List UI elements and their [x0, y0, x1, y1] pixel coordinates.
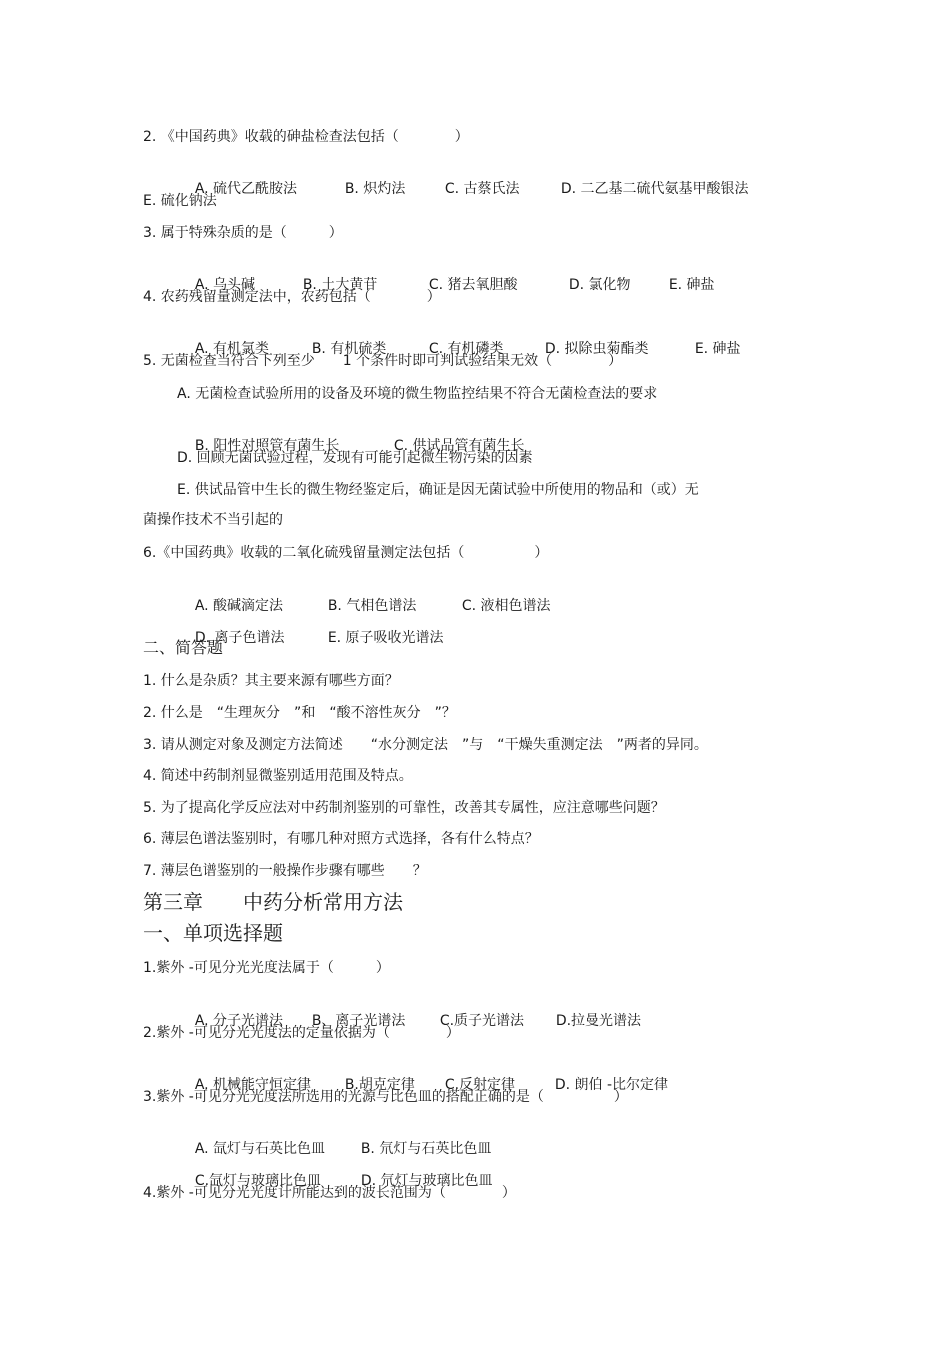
short-answer-item: 1. 什么是杂质？其主要来源有哪些方面？: [143, 673, 399, 689]
option-c: C.质子光谱法: [439, 1013, 525, 1029]
question-6-stem: 6.《中国药典》收载的二氧化硫残留量测定法包括（ ）: [143, 545, 549, 561]
short-answer-item: 5. 为了提高化学反应法对中药制剂鉴别的可靠性，改善其专属性，应注意哪些问题？: [143, 800, 665, 816]
option-b: B. 氘灯与石英比色皿: [360, 1141, 492, 1157]
option-e: E. 硫化钠法: [143, 193, 217, 209]
option-c: C.氙灯与玻璃比色皿: [194, 1173, 322, 1189]
option-b: B、离子光谱法: [311, 1013, 406, 1029]
option-e-line-2: 菌操作技术不当引起的: [143, 512, 283, 528]
question-3-options-1: [177, 1119, 492, 1157]
option-b: B. 阳性对照管有菌生长: [194, 438, 340, 454]
option-b: B. 炽灼法: [344, 181, 406, 197]
short-answer-item: 3. 请从测定对象及测定方法简述 “水分测定法 ”与 “干燥失重测定法 ”两者的异同。: [143, 737, 708, 753]
question-2-options: [177, 159, 749, 197]
option-a: A. 无菌检查试验所用的设备及环境的微生物监控结果不符合无菌检查法的要求: [177, 386, 658, 402]
option-c: C.反射定律: [444, 1077, 516, 1093]
option-a: A. 分子光谱法: [194, 1013, 284, 1029]
option-d: D.拉曼光谱法: [555, 1013, 642, 1029]
question-6-options-2: [177, 608, 444, 646]
question-4-stem: 4. 农药残留量测定法中，农药包括（ ）: [143, 289, 441, 305]
option-e: E. 砷盐: [668, 277, 715, 293]
question-3-options: [177, 255, 715, 293]
question-1-options: [177, 991, 642, 1029]
option-a: A. 机械能守恒定律: [194, 1077, 312, 1093]
option-c: C. 供试品管有菌生长: [393, 438, 525, 454]
short-answer-item: 7. 薄层色谱鉴别的一般操作步骤有哪些 ？: [143, 863, 427, 879]
short-answer-item: 6. 薄层色谱法鉴别时，有哪几种对照方式选择，各有什么特点？: [143, 831, 539, 847]
question-5-options-bc: [177, 416, 525, 454]
option-d: D. 拟除虫菊酯类: [544, 341, 649, 357]
option-c: C. 猪去氧胆酸: [428, 277, 518, 293]
option-d: D. 二乙基二硫代氨基甲酸银法: [560, 181, 749, 197]
question-1-stem: 1.紫外 -可见分光光度法属于（ ）: [143, 960, 390, 976]
option-c: C. 古蔡氏法: [444, 181, 520, 197]
option-c: C. 液相色谱法: [461, 598, 551, 614]
option-d: D. 氘灯与玻璃比色皿: [360, 1173, 493, 1189]
option-e: E. 原子吸收光谱法: [327, 630, 444, 646]
option-d: D. 离子色谱法: [194, 630, 285, 646]
option-e: E. 砷盐: [694, 341, 741, 357]
option-d: D. 回顾无菌试验过程，发现有可能引起微生物污染的因素: [177, 450, 533, 466]
question-3-stem: 3.紫外 -可见分光光度法所选用的光源与比色皿的搭配正确的是（ ）: [143, 1089, 628, 1105]
question-2-stem: 2. 《中国药典》收载的砷盐检查法包括（ ）: [143, 129, 469, 145]
option-a: A. 乌头碱: [194, 277, 256, 293]
option-d: D. 朗伯 -比尔定律: [554, 1077, 668, 1093]
question-5-stem: 5. 无菌检查当符合下列至少 1 个条件时即可判试验结果无效（ ）: [143, 353, 623, 369]
question-2-options: [177, 1055, 668, 1093]
question-4-stem: 4.紫外 -可见分光光度计所能达到的波长范围为（ ）: [143, 1185, 516, 1201]
question-3-stem: 3. 属于特殊杂质的是（ ）: [143, 225, 343, 241]
option-e-line-1: E. 供试品管中生长的微生物经鉴定后，确证是因无菌试验中所使用的物品和（或）无: [177, 482, 699, 498]
option-c: C. 有机磷类: [428, 341, 504, 357]
short-answer-item: 2. 什么是 “生理灰分 ”和 “酸不溶性灰分 ”？: [143, 705, 456, 721]
option-b: B. 土大黄苷: [302, 277, 378, 293]
option-a: A. 硫代乙酰胺法: [194, 181, 298, 197]
option-a: A. 有机氯类: [194, 341, 270, 357]
option-a: A. 氙灯与石英比色皿: [194, 1141, 326, 1157]
question-3-options-2: [177, 1151, 493, 1189]
chapter-title: 第三章 中药分析常用方法: [143, 890, 403, 914]
option-b: B.胡克定律: [344, 1077, 415, 1093]
section-heading-short-answer: 二、简答题: [143, 638, 224, 657]
question-4-options: [177, 319, 741, 357]
option-d: D. 氯化物: [568, 277, 631, 293]
short-answer-item: 4. 简述中药制剂显微鉴别适用范围及特点。: [143, 768, 413, 784]
question-6-options-1: [177, 576, 551, 614]
option-b: B. 有机硫类: [311, 341, 387, 357]
section-heading-single-choice: 一、单项选择题: [143, 921, 283, 945]
option-a: A. 酸碱滴定法: [194, 598, 284, 614]
question-2-stem: 2.紫外 -可见分光光度法的定量依据为（ ）: [143, 1025, 460, 1041]
option-b: B. 气相色谱法: [327, 598, 417, 614]
